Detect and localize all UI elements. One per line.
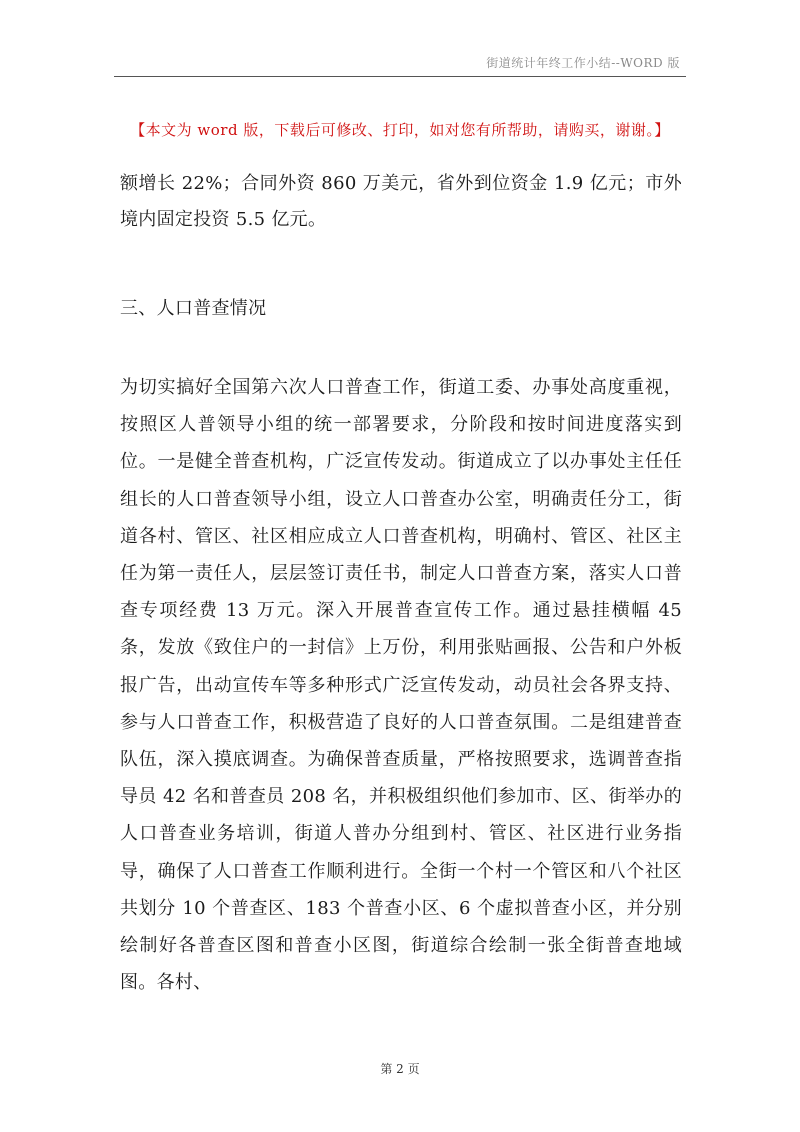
purchase-notice: 【本文为 word 版，下载后可修改、打印，如对您有所帮助，请购买，谢谢。】 xyxy=(130,121,670,139)
paragraph-census: 为切实搞好全国第六次人口普查工作，街道工委、办事处高度重视，按照区人普领导小组的统一部署要求，分阶段和按时间进度落实到位。一是健全普查机构，广泛宣传发动。街道成立了以办事处主任任组长的人口普查领导小组，设立人口普查办公室，明确责任分工，街道各村、管区、社区相应成立人口普查机构，明确村、管区、社区主任为第一责任人，层层签订责任书，制定人口普查方案，落实人口普查专项经费 13 万元。深入开展普查宣传工作。通过悬挂横幅 45 条，发放《致住户的一封信》上万份，利用张贴画报、公告和户外板报广告，出动宣传车等多种形式广泛宣传发动，动员社会各界支持、参与人口普查工作，积极营造了良好的人口普查氛围。二是组建普查队伍，深入摸底调查。为确保普查质量，严格按照要求，选调普查指导员 42 名和普查员 208 名，并积极组织他们参加市、区、街举办的人口普查业务培训，街道人普办分组到村、管区、社区进行业务指导，确保了人口普查工作顺利进行。全街一个村一个管区和八个社区共划分 10 个普查区、183 个普查小区、6 个虚拟普查小区，并分别绘制好各普查区图和普查小区图，街道综合绘制一张全街普查地域图。各村、 xyxy=(120,377,682,994)
page-number: 第 2 页 xyxy=(380,1062,420,1076)
paragraph-investment: 额增长 22%；合同外资 860 万美元，省外到位资金 1.9 亿元；市外境内固定投资 5.5 亿元。 xyxy=(120,173,682,230)
header-divider xyxy=(114,76,686,77)
page-header-title: 街道统计年终工作小结--WORD 版 xyxy=(486,56,680,70)
section-heading-census: 三、人口普查情况 xyxy=(120,298,267,319)
